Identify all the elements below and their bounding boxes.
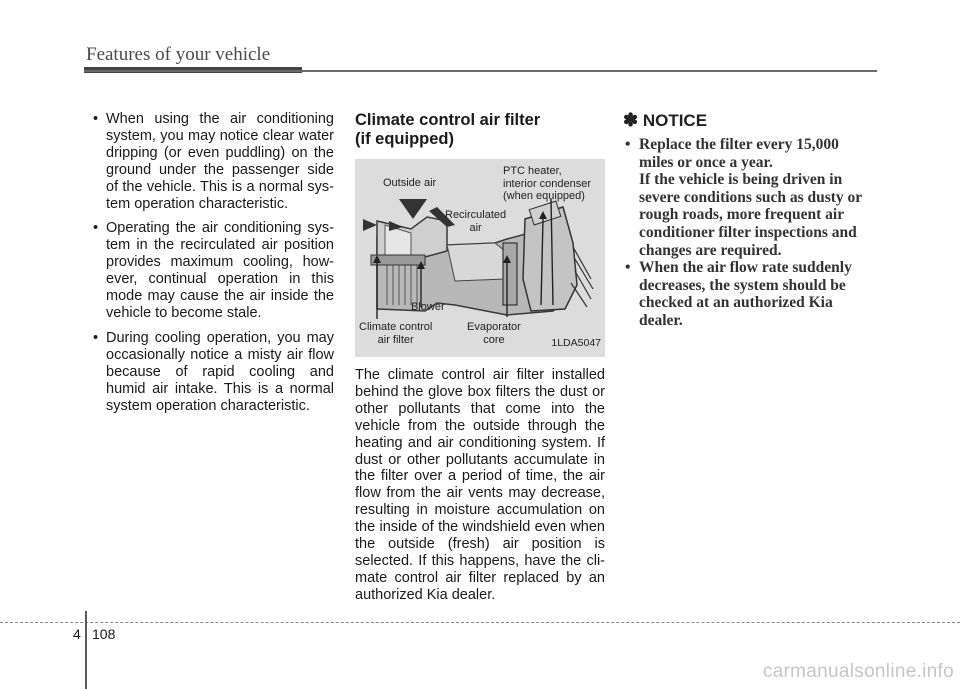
label-blower: Blower [411,301,445,313]
notice-item [623,136,878,259]
label-ptc-line1: PTC heater, [503,165,562,177]
air-filter-diagram [355,159,605,357]
notice-list [623,136,878,330]
notice-line: rough roads, more frequent air [639,206,845,224]
notice-line: decreases, the system should be [639,276,846,294]
watermark: carmanualsonline.info [762,661,954,682]
label-ptc-line2: interior condenser [503,177,592,190]
notice-asterisk-icon: ✽ [623,110,639,130]
section-heading-line1: Climate control air filter [355,111,541,129]
notice-line: conditioner filter inspections and [639,223,857,241]
list-item: • Operating the air conditioning sys-tem in the recirculated air position provides maximum cooling, how-ever, continual operation in this mode may cause the air inside the vehicle to become stale. [90,220,334,321]
list-item: • During cooling operation, you may occasionally notice a misty air flow because of rapid cooling and humid air intake. This is a normal system operation characteristic. [90,330,334,415]
notice-line: If the vehicle is being driven in [639,171,843,189]
notice-line: • Replace the filter every 15,000 [639,136,839,153]
label-filter-line1: Climate control [359,321,433,333]
notice-line: changes are required. [639,241,782,259]
label-ptc-heater [503,165,591,203]
label-outside-air: Outside air [383,177,437,189]
label-recirculated-air [445,209,506,234]
notice-line: • When the air flow rate suddenly [639,259,852,277]
label-ptc-line3: (when equipped) [503,190,585,202]
ac-notes-list [90,111,334,414]
section-heading-line2: (if equipped) [355,130,454,148]
figure-code: 1LDA5047 [551,337,601,350]
page-number: 108 [92,626,116,642]
list-item: • When using the air conditioning system, you may notice clear water dripping (or even puddling) on the ground under the passenger side of the vehicle. This is a normal sys-tem operation characteristic. [90,111,334,212]
notice-line: miles or once a year. [639,153,773,171]
column-2 [355,111,605,604]
label-climate-control-filter [359,321,432,346]
page-header-title: Features of your vehicle [86,44,271,65]
label-evaporator-line1: Evaporator [467,321,521,333]
label-filter-line2: air filter [377,333,414,346]
notice-heading [623,111,878,130]
header-rule [84,70,877,72]
footer-vertical-rule [85,611,87,689]
notice-line: dealer. [639,311,683,329]
notice-title: NOTICE [642,111,708,130]
column-3 [623,111,878,330]
label-evaporator-line2: core [483,333,505,346]
label-recirculated-line2: air [469,221,482,234]
label-evaporator-core [467,321,521,346]
column-1 [90,111,334,422]
notice-line: severe conditions such as dusty or [639,188,863,206]
footer-divider [0,622,960,623]
notice-line: checked at an authorized Kia [639,294,833,312]
label-recirculated-line1: Recirculated [445,209,507,221]
section-heading [355,111,605,149]
chapter-number: 4 [73,626,81,642]
filter-description: The climate control air filter installed behind the glove box filters the dust or other pollutants that come into the vehicle from the outside through the heating and air conditioning system. If dust or other pollutants accumulate in the filter over a period of time, the air flow from the air vents may decrease, resulting in moisture accumulation on the inside of the windshield even when the outside (fresh) air position is selected. If this happens, have the cli-mate control air filter replaced by an authorized Kia dealer. [355,367,605,603]
notice-item [623,259,878,329]
